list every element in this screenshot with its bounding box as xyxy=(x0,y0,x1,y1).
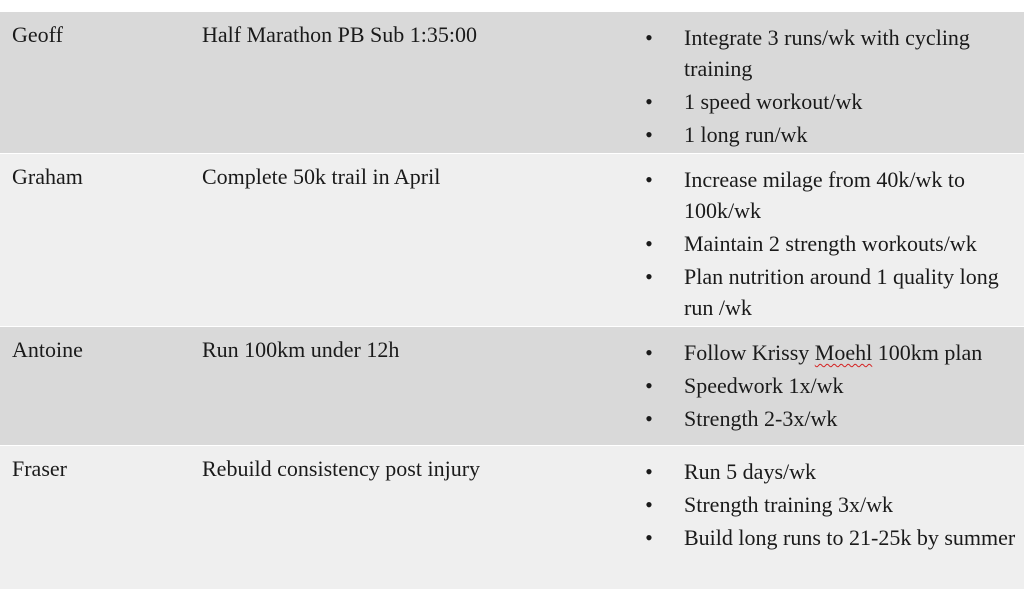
plan-item-text: Maintain 2 strength workouts/wk xyxy=(684,231,977,256)
plan-item-text: Strength training 3x/wk xyxy=(684,492,893,517)
plan-item-text: Build long runs to 21-25k by summer xyxy=(684,525,1016,550)
table-row xyxy=(0,154,1024,327)
plan-item-text: 1 speed workout/wk xyxy=(684,89,863,114)
table-row xyxy=(0,327,1024,446)
list-item xyxy=(640,164,1020,226)
plan-list xyxy=(640,22,1020,152)
list-item xyxy=(640,489,1020,520)
runner-goal: Complete 50k trail in April xyxy=(202,164,441,189)
runner-goal: Rebuild consistency post injury xyxy=(202,456,481,481)
list-item xyxy=(640,228,1020,259)
bullet-icon: • xyxy=(645,406,653,431)
plan-item-text: 1 long run/wk xyxy=(684,122,808,147)
bullet-icon: • xyxy=(645,89,653,114)
bullet-icon: • xyxy=(645,525,653,550)
plan-list xyxy=(640,337,1020,436)
plan-item-text: Run 5 days/wk xyxy=(684,459,816,484)
table-row xyxy=(0,12,1024,154)
spellcheck-flagged-word[interactable]: Moehl xyxy=(814,340,873,365)
plan-item-text: Increase milage from 40k/wk to 100k/wk xyxy=(684,167,966,223)
plan-item-text: Follow Krissy Moehl 100km plan xyxy=(684,340,983,365)
list-item xyxy=(640,403,1020,434)
runner-goal: Run 100km under 12h xyxy=(202,337,400,362)
list-item xyxy=(640,261,1020,323)
bullet-icon: • xyxy=(645,264,653,289)
table-row xyxy=(0,446,1024,590)
bullet-icon: • xyxy=(645,492,653,517)
list-item xyxy=(640,522,1020,553)
list-item xyxy=(640,86,1020,117)
bullet-icon: • xyxy=(645,122,653,147)
plan-item-text: Speedwork 1x/wk xyxy=(684,373,844,398)
list-item xyxy=(640,337,1020,368)
runner-name: Antoine xyxy=(12,337,83,362)
list-item xyxy=(640,22,1020,84)
bullet-icon: • xyxy=(645,167,653,192)
bullet-icon: • xyxy=(645,459,653,484)
list-item xyxy=(640,456,1020,487)
runner-name: Fraser xyxy=(12,456,67,481)
bullet-icon: • xyxy=(645,340,653,365)
training-goals-table xyxy=(0,12,1024,590)
runner-goal: Half Marathon PB Sub 1:35:00 xyxy=(202,22,477,47)
plan-item-text: Integrate 3 runs/wk with cycling training xyxy=(684,25,970,81)
bullet-icon: • xyxy=(645,373,653,398)
runner-name: Graham xyxy=(12,164,83,189)
bullet-icon: • xyxy=(645,25,653,50)
list-item xyxy=(640,370,1020,401)
list-item xyxy=(640,119,1020,150)
plan-list xyxy=(640,456,1020,555)
runner-name: Geoff xyxy=(12,22,63,47)
bullet-icon: • xyxy=(645,231,653,256)
plan-item-text: Strength 2-3x/wk xyxy=(684,406,838,431)
plan-list xyxy=(640,164,1020,325)
plan-item-text: Plan nutrition around 1 quality long run /wk xyxy=(684,264,999,320)
